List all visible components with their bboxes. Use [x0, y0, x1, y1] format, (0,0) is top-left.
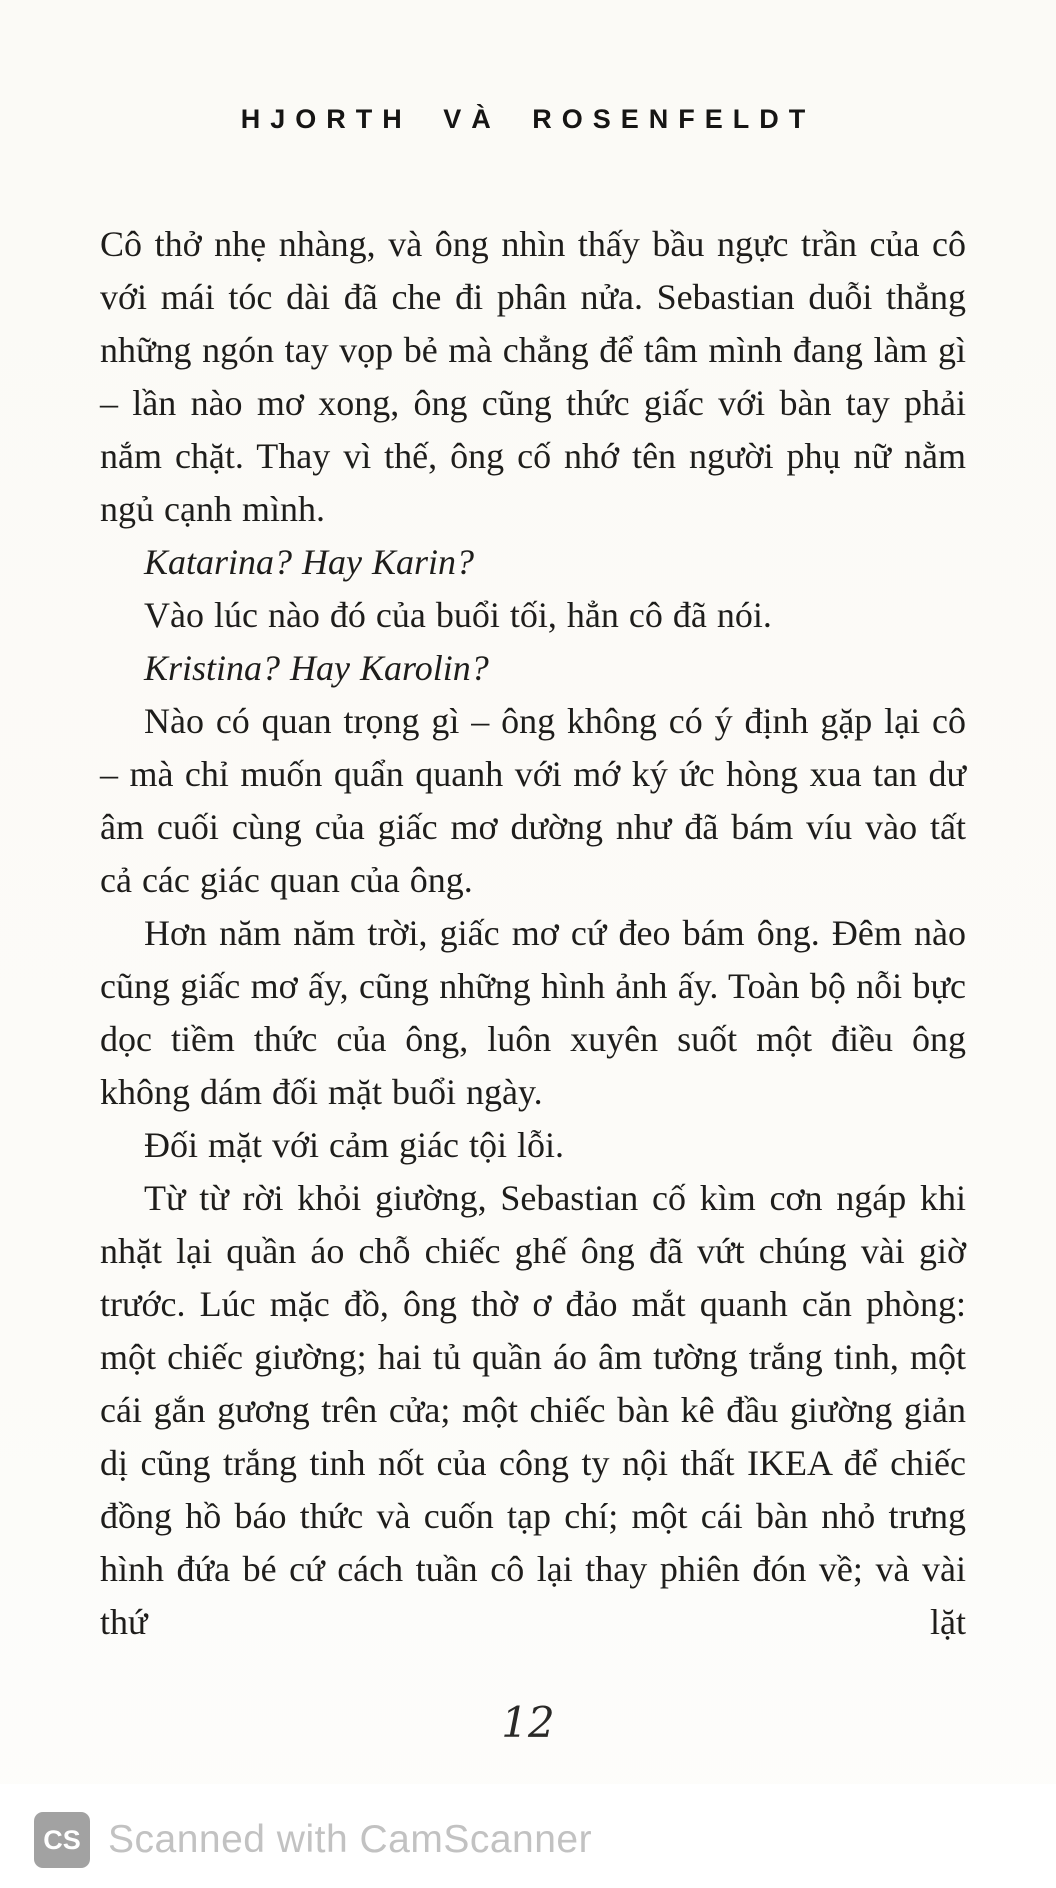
paragraph: Vào lúc nào đó của buổi tối, hẳn cô đã nói. — [144, 595, 772, 635]
paragraph: Hơn năm năm trời, giấc mơ cứ đeo bám ông. Đêm nào cũng giấc mơ ấy, cũng những hình ảnh ấy. Toàn bộ nỗi bực dọc tiềm thức của ông, luôn xuyên suốt một điều ông không dám đối mặt buổi ngày. — [100, 913, 966, 1112]
paragraph: Cô thở nhẹ nhàng, và ông nhìn thấy bầu ngực trần của cô với mái tóc dài đã che đi phân nửa. Sebastian duỗi thẳng những ngón tay vọp bẻ mà chẳng để tâm mình đang làm gì – lần nào mơ xong, ông cũng thức giấc với bàn tay phải nắm chặt. Thay vì thế, ông cố nhớ tên người phụ nữ nằm ngủ cạnh mình. — [100, 224, 966, 529]
camscanner-text: Scanned with CamScanner — [108, 1818, 593, 1861]
body-text — [100, 218, 966, 1649]
paragraph: Kristina? Hay Karolin? — [144, 648, 489, 688]
page-number: 12 — [501, 1698, 555, 1747]
running-header: HJORTH VÀ ROSENFELDT — [240, 104, 816, 134]
paragraph: Đối mặt với cảm giác tội lỗi. — [144, 1125, 564, 1165]
camscanner-logo-icon: CS — [34, 1812, 90, 1868]
paragraph: Katarina? Hay Karin? — [144, 542, 475, 582]
camscanner-watermark — [34, 1812, 592, 1868]
paragraph: Nào có quan trọng gì – ông không có ý định gặp lại cô – mà chỉ muốn quẩn quanh với mớ ký ức hòng xua tan dư âm cuối cùng của giấc mơ dường như đã bám víu vào tất cả các giác quan của ông. — [100, 701, 966, 900]
paragraph: Từ từ rời khỏi giường, Sebastian cố kìm cơn ngáp khi nhặt lại quần áo chỗ chiếc ghế ông đã vứt chúng vài giờ trước. Lúc mặc đồ, ông thờ ơ đảo mắt quanh căn phòng: một chiếc giường; hai tủ quần áo âm tường trắng tinh, một cái gắn gương trên cửa; một chiếc bàn kê đầu giường giản dị cũng trắng tinh nốt của công ty nội thất IKEA để chiếc đồng hồ báo thức và cuốn tạp chí; một cái bàn nhỏ trưng hình đứa bé cứ cách tuần cô lại thay phiên đón về; và vài thứ lặt — [100, 1178, 966, 1642]
